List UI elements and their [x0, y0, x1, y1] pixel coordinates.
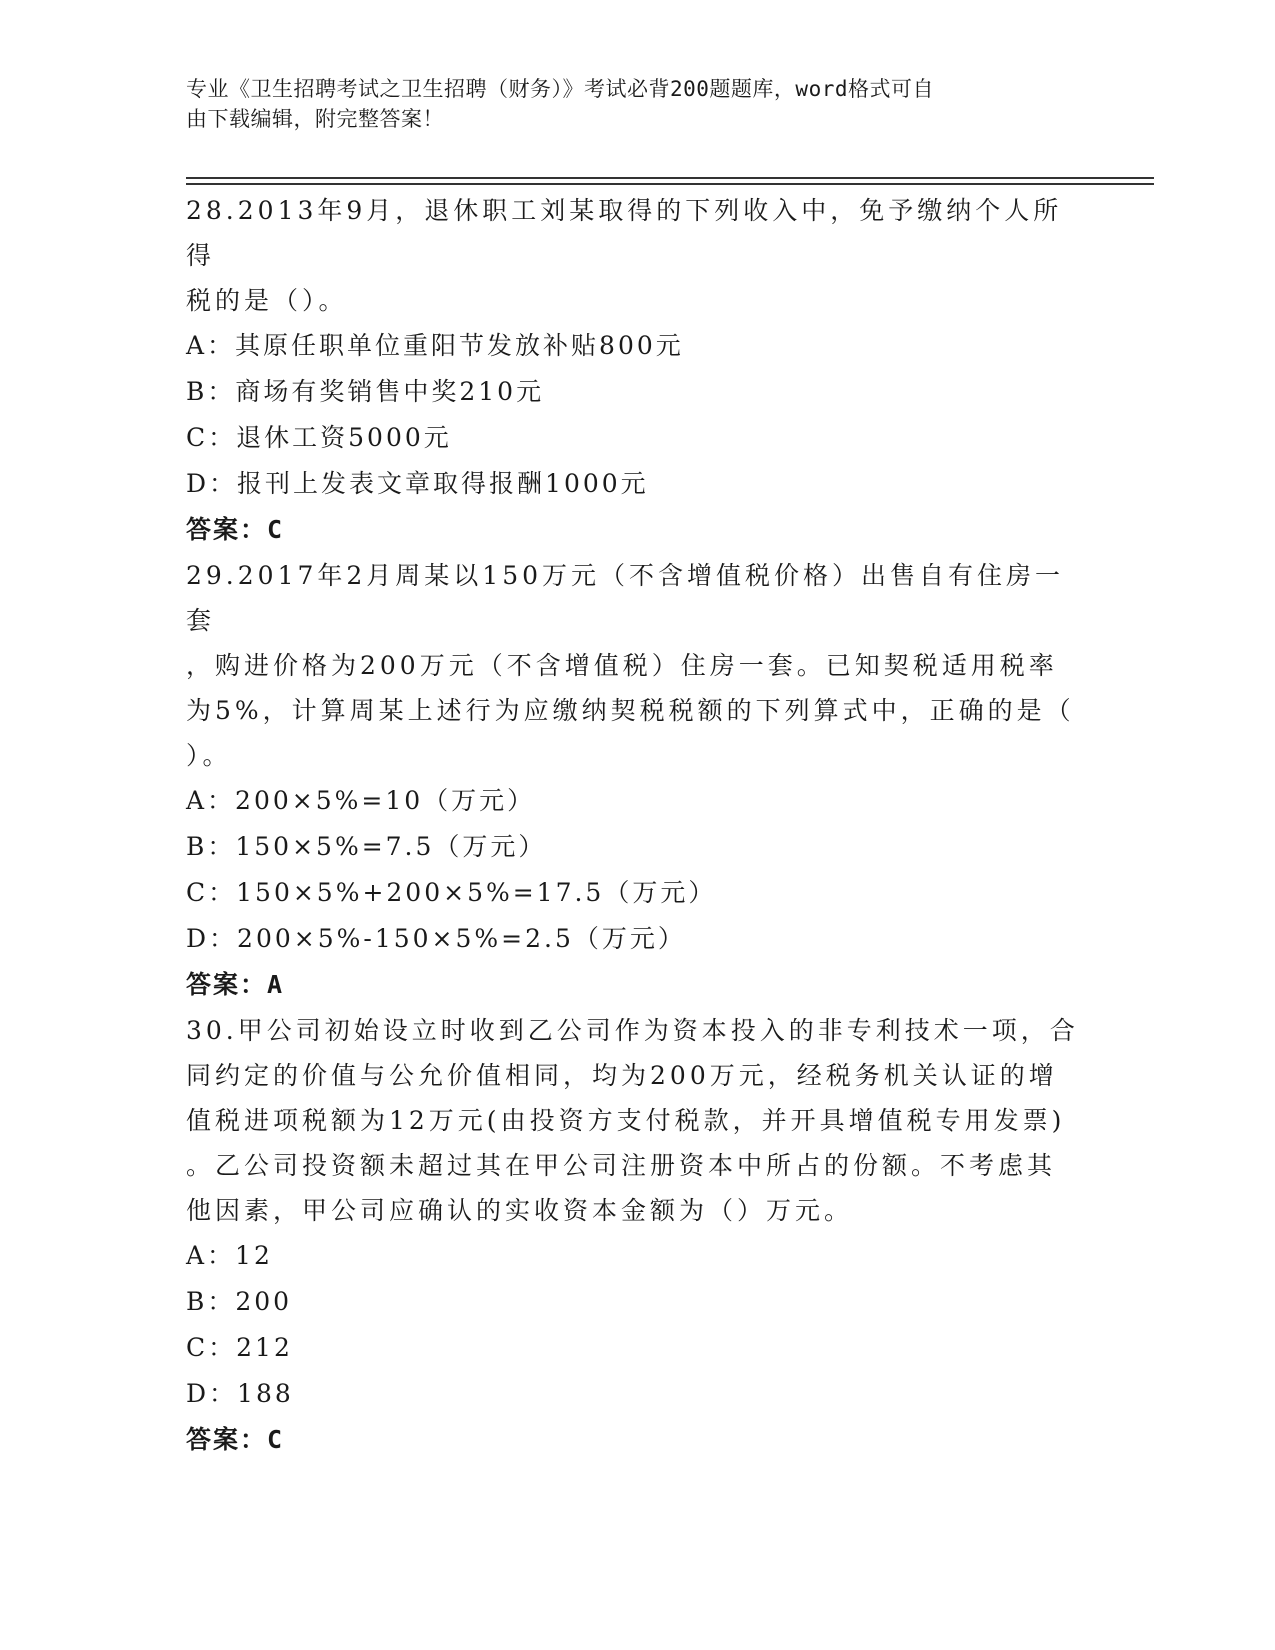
question-stem-line: 29.2017年2月周某以150万元（不含增值税价格）出售自有住房一套: [186, 561, 1065, 635]
question-stem-line: 同约定的价值与公允价值相同，均为200万元，经税务机关认证的增: [186, 1061, 1058, 1090]
header-divider-bottom: [186, 183, 1154, 185]
question-stem-line: 。乙公司投资额未超过其在甲公司注册资本中所占的份额。不考虑其: [186, 1151, 1057, 1180]
option-c: C：退休工资5000元: [186, 423, 452, 452]
option-b: B：200: [186, 1287, 293, 1316]
question-stem-line: 为5%，计算周某上述行为应缴纳契税税额的下列算式中，正确的是（: [186, 696, 1075, 725]
option-c: C：150×5%+200×5%=17.5（万元）: [186, 878, 717, 907]
header-line-1: 专业《卫生招聘考试之卫生招聘（财务）》考试必背200题题库，word格式可自: [186, 77, 934, 101]
answer: 答案：C: [186, 1425, 285, 1454]
question-stem-line: 值税进项税额为12万元(由投资方支付税款，并开具增值税专用发票): [186, 1106, 1066, 1135]
option-d: D：188: [186, 1379, 294, 1408]
answer: 答案：C: [186, 515, 285, 544]
question-28: [186, 188, 1086, 553]
question-stem-line: ）。: [186, 741, 232, 770]
option-d: D：200×5%-150×5%=2.5（万元）: [186, 924, 686, 953]
question-stem-line: ，购进价格为200万元（不含增值税）住房一套。已知契税适用税率: [186, 651, 1058, 680]
option-a: A：200×5%=10（万元）: [186, 786, 536, 815]
option-a: A：其原任职单位重阳节发放补贴800元: [186, 331, 684, 360]
option-b: B：150×5%=7.5（万元）: [186, 832, 547, 861]
option-d: D：报刊上发表文章取得报酬1000元: [186, 469, 649, 498]
document-header: [186, 74, 1066, 134]
answer: 答案：A: [186, 970, 285, 999]
option-a: A：12: [186, 1241, 273, 1270]
option-b: B：商场有奖销售中奖210元: [186, 377, 545, 406]
header-line-2: 由下载编辑，附完整答案！: [186, 107, 444, 131]
question-stem-line: 他因素，甲公司应确认的实收资本金额为（）万元。: [186, 1196, 854, 1225]
header-divider-top: [186, 177, 1154, 179]
option-c: C：212: [186, 1333, 293, 1362]
question-stem-line: 税的是（）。: [186, 286, 348, 315]
question-30: [186, 1008, 1086, 1463]
question-29: [186, 553, 1086, 1008]
question-stem-line: 28.2013年9月，退休职工刘某取得的下列收入中，免予缴纳个人所得: [186, 196, 1063, 270]
question-stem-line: 30.甲公司初始设立时收到乙公司作为资本投入的非专利技术一项，合: [186, 1016, 1079, 1045]
